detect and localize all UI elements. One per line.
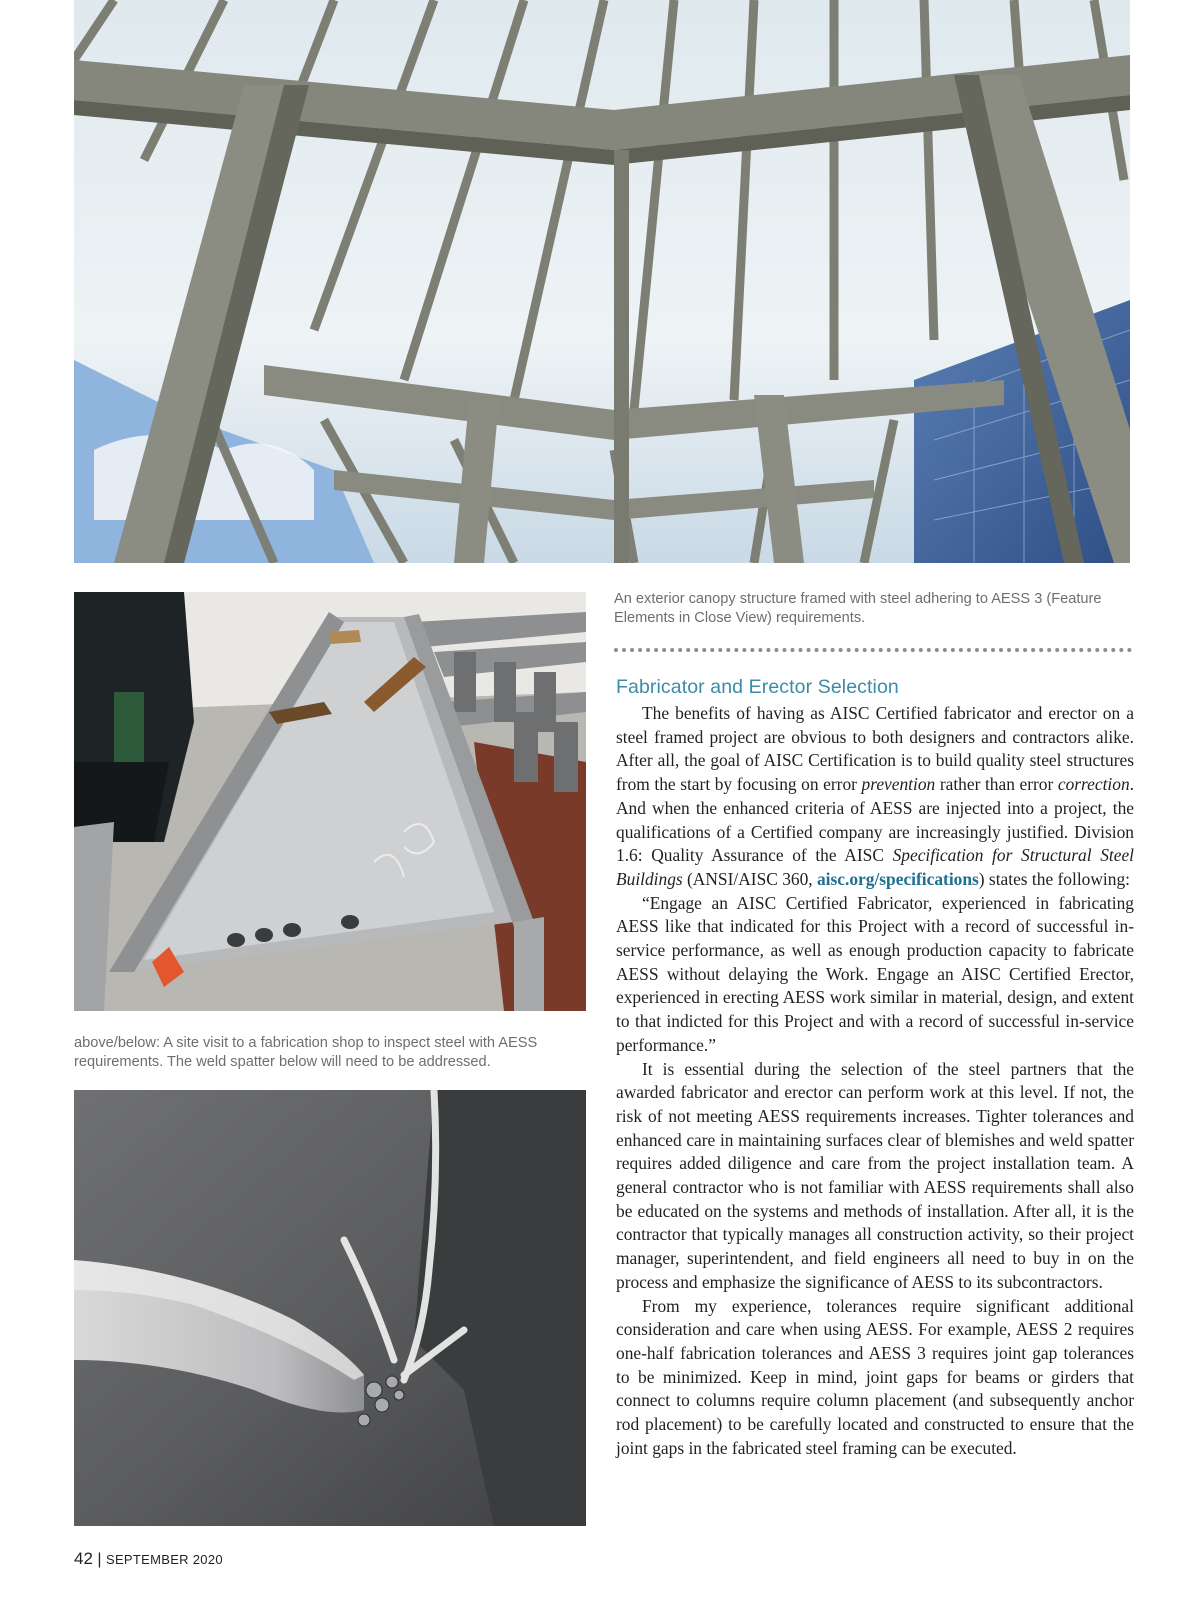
steel-beam-illustration: [74, 592, 586, 1011]
weld-spatter-illustration: [74, 1090, 586, 1526]
p1-emphasis-correction: correction: [1057, 774, 1130, 795]
footer-separator: |: [92, 1551, 106, 1568]
page-number: 42: [74, 1549, 93, 1568]
p1-text-a: The benefits of having as AISC Certified fabricator and erector on a steel framed project are obvious to both designers and contractors alike. After all, the goal of AISC Certification is to build quality steel structures from the start by focusing on error: [616, 703, 1134, 795]
issue-date: SEPTEMBER 2020: [105, 1552, 223, 1567]
article-body: [616, 702, 1134, 1461]
paragraph-3: It is essential during the selection of the steel partners that the awarded fabricator and erector can perform work at this level. If not, the risk of not meeting AESS requirements increases. Tighter tolerances and enhanced care in maintaining surfaces clear of blemishes and weld spatter requires added diligence and care from the project installation team. A general contractor who is not familiar with AESS requirements shall also be educated on the systems and methods of installation. After all, it is the contractor that typically manages all construction activity, so their project manager, superintendent, and field engineers all need to buy in on the process and emphasize the significance of AESS to its subcontractors.: [616, 1058, 1134, 1292]
p1-text-c: . And when the enhanced criteria of AESS are injected into a project, the qualifications of a Certified company are increasingly justified. Division 1.6: Quality Assurance of the AISC: [616, 774, 1134, 866]
canopy-photo: [74, 0, 1130, 563]
p1-text-e: ) states the following:: [978, 868, 1130, 889]
shop-photo-caption: above/below: A site visit to a fabrication shop to inspect steel with AESS requirements. The weld spatter below will need to be addressed.: [74, 1035, 538, 1070]
paragraph-2-quote: “Engage an AISC Certified Fabricator, experienced in fabricating AESS like that indicated for this Project with a record of successful in-service performance, as well as enough production capacity to fabricate AESS without delaying the Work. Engage an AISC Certified Erector, experienced in erecting AESS work similar in material, design, and extent to that indicted for this Project and with a record of successful in-service performance.”: [616, 892, 1134, 1055]
weld-spatter-photo: [74, 1090, 586, 1526]
page-footer: [74, 1549, 223, 1569]
p1-text-d: (ANSI/AISC 360,: [682, 868, 817, 889]
canopy-photo-caption: An exterior canopy structure framed with steel adhering to AESS 3 (Feature Elements in Close View) requirements.: [614, 591, 1102, 626]
specifications-link[interactable]: aisc.org/specifications: [816, 868, 979, 889]
p1-specification-title: Specification for Structural Steel Buildings: [616, 845, 1134, 889]
p1-text-b: rather than error: [935, 774, 1058, 795]
dotted-divider: [614, 648, 1132, 652]
canopy-illustration: [74, 0, 1130, 563]
paragraph-1: [616, 702, 1134, 892]
paragraph-4: From my experience, tolerances require significant additional consideration and care when using AESS. For example, AESS 2 requires one-half fabrication tolerances and AESS 3 requires joint gap tolerances to be minimized. Keep in mind, joint gaps for beams or girders that connect to columns require column placement (and subsequently anchor rod placement) to be carefully located and constructed to ensure that the joint gaps in the fabricated steel framing can be executed.: [616, 1295, 1134, 1458]
fabrication-shop-photo: [74, 592, 586, 1011]
p1-emphasis-prevention: prevention: [861, 774, 936, 795]
section-heading: Fabricator and Erector Selection: [616, 676, 899, 698]
